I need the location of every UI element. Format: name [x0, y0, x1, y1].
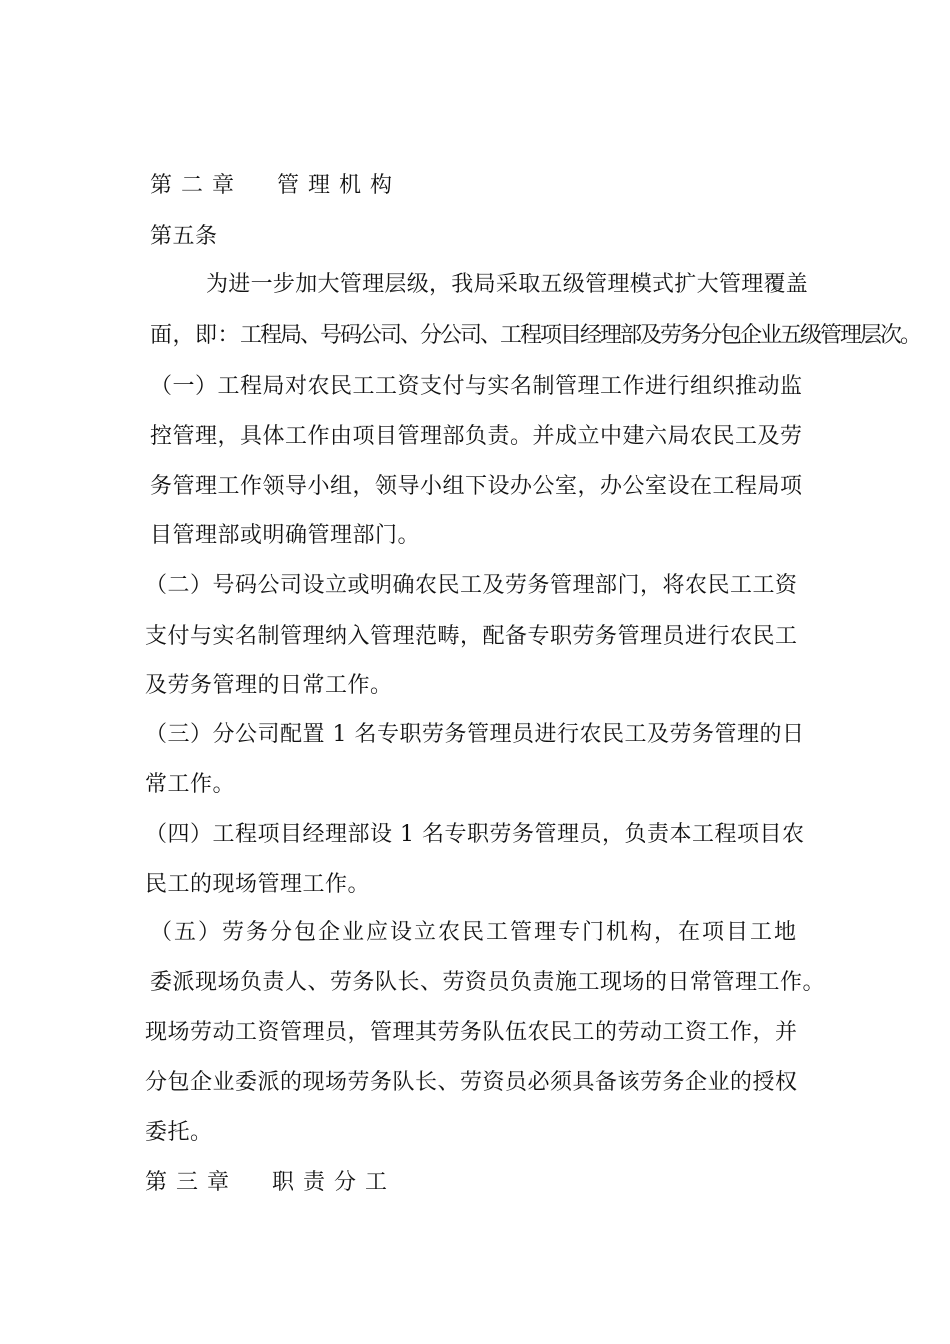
item-2-line-1: （二）号码公司设立或明确农民工及劳务管理部门，将农民工工资 — [145, 573, 798, 598]
intro-line-2-rest: 工程局、号码公司、分公司、工程项目经理部及劳务分包企业五级管理层次。 — [240, 323, 921, 348]
item-5-line-2: 委派现场负责人、劳务队长、劳资员负责施工现场的日常管理工作。 — [150, 970, 826, 995]
item-5-line-4: 分包企业委派的现场劳务队长、劳资员必须具备该劳务企业的授权 — [145, 1070, 798, 1095]
item-2-line-3: 及劳务管理的日常工作。 — [145, 673, 393, 698]
item-1-line-4: 目管理部或明确管理部门。 — [150, 523, 421, 548]
item-4-line-2: 民工的现场管理工作。 — [145, 872, 371, 897]
item-1-line-3: 务管理工作领导小组，领导小组下设办公室，办公室设在工程局项 — [150, 474, 803, 499]
article-5-label: 第五条 — [150, 224, 218, 249]
item-5-line-1: （五）劳务分包企业应设立农民工管理专门机构，在项目工地 — [150, 920, 799, 945]
item-5-line-3: 现场劳动工资管理员，管理其劳务队伍农民工的劳动工资工作，并 — [145, 1020, 798, 1045]
intro-line-1: 为进一步加大管理层级，我局采取五级管理模式扩大管理覆盖 — [206, 272, 809, 297]
intro-line-2-prefix: 面，即： — [150, 323, 241, 348]
chapter-3-heading — [145, 1168, 396, 1198]
item-1-line-1: （一）工程局对农民工工资支付与实名制管理工作进行组织推动监 — [150, 374, 803, 399]
chapter-2-heading — [150, 171, 401, 201]
item-2-line-2: 支付与实名制管理纳入管理范畴，配备专职劳务管理员进行农民工 — [145, 624, 798, 649]
item-3-line-2: 常工作。 — [145, 772, 236, 797]
chapter-3-title: 职责分工 — [272, 1170, 397, 1195]
chapter-2-title: 管理机构 — [277, 173, 402, 198]
item-1-line-2: 控管理，具体工作由项目管理部负责。并成立中建六局农民工及劳 — [150, 424, 803, 449]
item-5-line-5: 委托。 — [145, 1120, 213, 1145]
intro-line-2 — [150, 321, 920, 351]
item-4-line-1: （四）工程项目经理部设 1 名专职劳务管理员，负责本工程项目农 — [145, 822, 805, 847]
chapter-2-label: 第二章 — [150, 173, 244, 198]
chapter-3-label: 第三章 — [145, 1170, 239, 1195]
item-3-line-1: （三）分公司配置 1 名专职劳务管理员进行农民工及劳务管理的日 — [145, 722, 805, 747]
